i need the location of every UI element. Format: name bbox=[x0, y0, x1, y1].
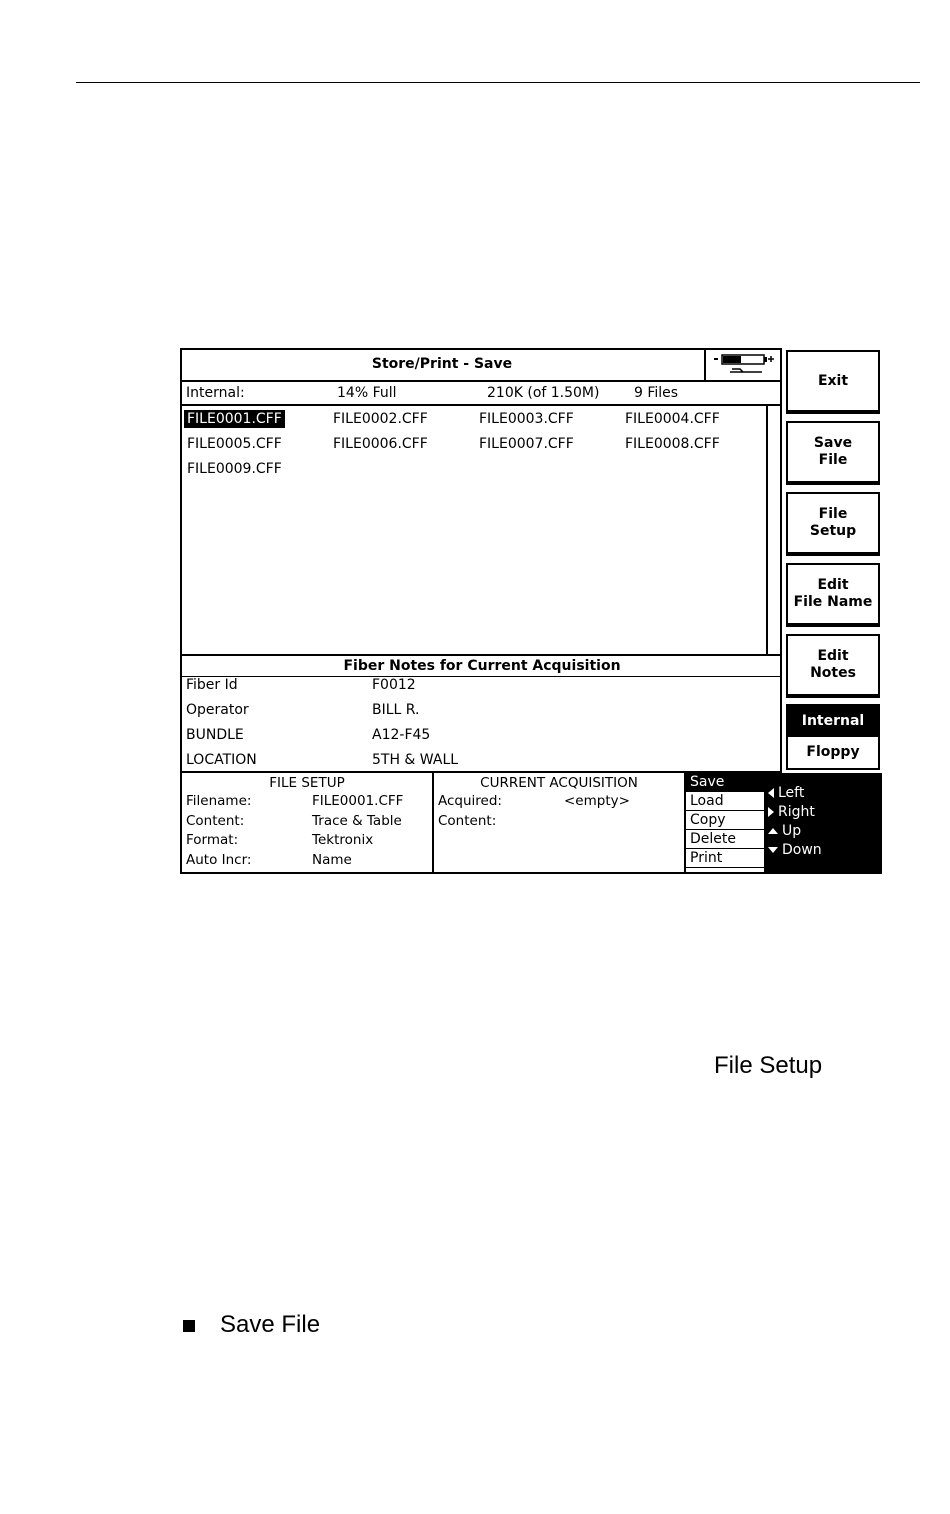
save-file-label: Save File bbox=[813, 435, 853, 468]
acq-label: Content: bbox=[438, 813, 497, 829]
nav-up-label: Up bbox=[782, 823, 802, 839]
nav-right-label: Right bbox=[778, 804, 815, 820]
file-list bbox=[182, 406, 766, 654]
status-usage: 14% Full bbox=[337, 385, 397, 401]
nav-down-label: Down bbox=[782, 842, 822, 858]
nav-right[interactable] bbox=[768, 804, 815, 820]
file-setup-label: File Setup bbox=[809, 506, 857, 539]
menu-item-delete[interactable]: Delete bbox=[686, 830, 766, 849]
note-row bbox=[186, 727, 431, 743]
storage-floppy-option[interactable]: Floppy bbox=[806, 744, 860, 760]
setup-label: Filename: bbox=[186, 793, 252, 809]
acquisition-row bbox=[438, 813, 496, 829]
file-list-scrollbar[interactable] bbox=[766, 406, 780, 654]
file-setup-row bbox=[186, 793, 404, 809]
file-item-selected[interactable]: FILE0001.CFF bbox=[184, 410, 285, 428]
battery-icon bbox=[706, 350, 782, 380]
status-location: Internal: bbox=[186, 385, 245, 401]
setup-value: Name bbox=[312, 852, 352, 868]
operation-menu bbox=[684, 773, 766, 872]
setup-value: Trace & Table bbox=[312, 813, 402, 829]
arrow-right-icon bbox=[768, 807, 774, 817]
acq-value: <empty> bbox=[564, 793, 630, 809]
bottom-panel bbox=[180, 773, 882, 874]
note-value: F0012 bbox=[372, 677, 416, 693]
edit-file-name-label: Edit File Name bbox=[793, 577, 873, 610]
note-value: A12-F45 bbox=[372, 727, 431, 743]
setup-label: Auto Incr: bbox=[186, 852, 252, 868]
title-bar bbox=[182, 350, 780, 382]
status-size: 210K (of 1.50M) bbox=[487, 385, 600, 401]
file-setup-header: FILE SETUP bbox=[269, 775, 345, 791]
setup-label: Format: bbox=[186, 832, 239, 848]
file-setup-button[interactable] bbox=[786, 492, 880, 556]
note-row bbox=[186, 677, 416, 693]
doc-save-file-label: Save File bbox=[220, 1311, 321, 1338]
bullet-icon bbox=[183, 1320, 195, 1332]
note-label: BUNDLE bbox=[186, 727, 244, 743]
save-file-button[interactable] bbox=[786, 421, 880, 485]
edit-notes-label: Edit Notes bbox=[810, 648, 856, 681]
setup-value: FILE0001.CFF bbox=[312, 793, 404, 809]
navigation-legend bbox=[764, 773, 882, 872]
file-item[interactable]: FILE0006.CFF bbox=[333, 436, 428, 452]
exit-button[interactable] bbox=[786, 350, 880, 414]
file-item[interactable]: FILE0005.CFF bbox=[187, 436, 282, 452]
main-panel bbox=[180, 348, 782, 773]
nav-left-label: Left bbox=[778, 785, 805, 801]
otdr-screen bbox=[180, 348, 882, 874]
file-item[interactable]: FILE0003.CFF bbox=[479, 411, 574, 427]
note-label: Fiber Id bbox=[186, 677, 238, 693]
acq-label: Acquired: bbox=[438, 793, 502, 809]
screen-title: Store/Print - Save bbox=[371, 356, 513, 372]
menu-item-save[interactable]: Save bbox=[686, 773, 766, 792]
battery-indicator bbox=[704, 350, 782, 380]
file-setup-row bbox=[186, 813, 402, 829]
current-acquisition-panel bbox=[434, 773, 684, 872]
arrow-up-icon bbox=[768, 828, 778, 834]
arrow-left-icon bbox=[768, 788, 774, 798]
file-item[interactable]: FILE0008.CFF bbox=[625, 436, 720, 452]
nav-up[interactable] bbox=[768, 823, 801, 839]
setup-label: Content: bbox=[186, 813, 245, 829]
storage-status bbox=[182, 382, 780, 406]
current-acquisition-header: CURRENT ACQUISITION bbox=[480, 775, 638, 791]
acquisition-row bbox=[438, 793, 630, 809]
file-item[interactable]: FILE0002.CFF bbox=[333, 411, 428, 427]
note-row bbox=[186, 702, 420, 718]
file-item[interactable]: FILE0004.CFF bbox=[625, 411, 720, 427]
doc-file-setup-label: File Setup bbox=[714, 1052, 823, 1079]
menu-item-load[interactable]: Load bbox=[686, 792, 766, 811]
page-rule bbox=[76, 82, 920, 83]
file-item[interactable]: FILE0007.CFF bbox=[479, 436, 574, 452]
storage-internal-option[interactable]: Internal bbox=[788, 706, 878, 737]
menu-item-copy[interactable]: Copy bbox=[686, 811, 766, 830]
nav-down[interactable] bbox=[768, 842, 822, 858]
setup-value: Tektronix bbox=[312, 832, 374, 848]
edit-notes-button[interactable] bbox=[786, 634, 880, 698]
nav-left[interactable] bbox=[768, 785, 804, 801]
note-row bbox=[186, 752, 459, 768]
menu-item-print[interactable]: Print bbox=[686, 849, 766, 868]
note-value: BILL R. bbox=[372, 702, 420, 718]
file-setup-panel bbox=[182, 773, 434, 872]
arrow-down-icon bbox=[768, 847, 778, 853]
file-setup-row bbox=[186, 852, 352, 868]
file-item[interactable]: FILE0009.CFF bbox=[187, 461, 282, 477]
status-count: 9 Files bbox=[634, 385, 679, 401]
storage-toggle[interactable] bbox=[786, 704, 880, 770]
exit-label: Exit bbox=[817, 372, 849, 389]
fiber-notes-header: Fiber Notes for Current Acquisition bbox=[182, 654, 782, 677]
edit-file-name-button[interactable] bbox=[786, 563, 880, 627]
note-value: 5TH & WALL bbox=[372, 752, 459, 768]
note-label: Operator bbox=[186, 702, 249, 718]
file-setup-row bbox=[186, 832, 374, 848]
note-label: LOCATION bbox=[186, 752, 257, 768]
